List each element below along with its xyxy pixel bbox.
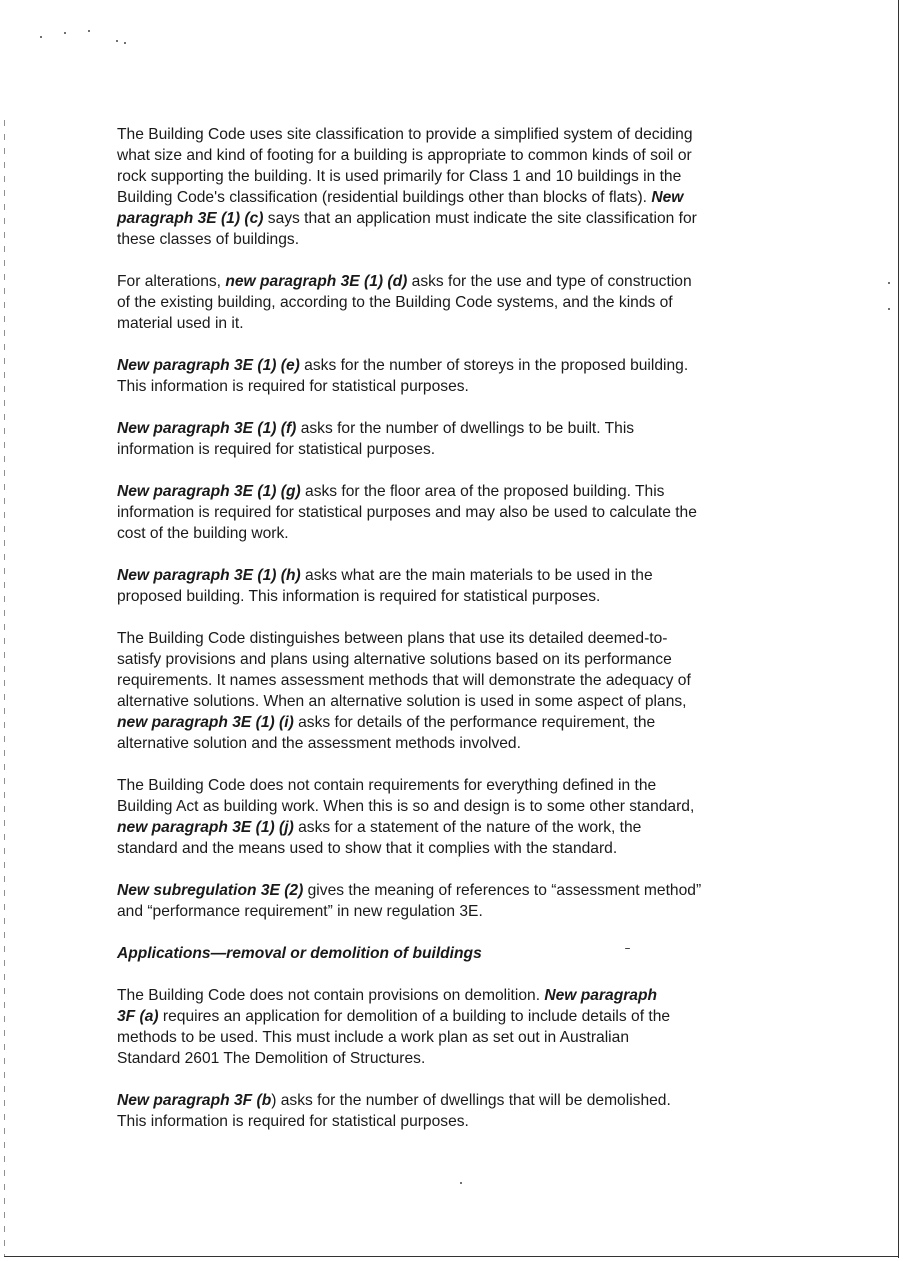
text-line [117, 880, 807, 901]
emphasis-reference: new paragraph 3E (1) (j) [117, 819, 294, 836]
text-line [117, 565, 807, 586]
paragraph-p6 [117, 565, 807, 607]
text-line [117, 523, 807, 544]
text-run: The Building Code distinguishes between plans that use its detailed deemed-to- [117, 630, 668, 647]
document-body [117, 124, 807, 1132]
text-run: This information is required for statistical purposes. [117, 1113, 469, 1130]
text-line [117, 712, 807, 733]
paragraph-gap [117, 397, 807, 418]
text-run: Building Code's classification (residential buildings other than blocks of flats). [117, 189, 652, 206]
paragraph-p9 [117, 880, 807, 922]
paragraph-p5 [117, 481, 807, 544]
paragraph-p3 [117, 355, 807, 397]
emphasis-reference: new paragraph 3E (1) (d) [225, 273, 408, 290]
text-line [117, 775, 807, 796]
text-run: gives the meaning of references to “assessment method” [303, 882, 702, 899]
text-run: methods to be used. This must include a work plan as set out in Australian [117, 1029, 629, 1046]
section-heading [117, 943, 807, 964]
text-run: alternative solution and the assessment methods involved. [117, 735, 521, 752]
text-run: standard and the means used to show that it complies with the standard. [117, 840, 618, 857]
paragraph-gap [117, 1069, 807, 1090]
text-run: asks what are the main materials to be used in the [300, 567, 653, 584]
text-run: requirements. It names assessment methods that will demonstrate the adequacy of [117, 672, 691, 689]
text-line [117, 1006, 807, 1027]
text-line [117, 502, 807, 523]
emphasis-reference: 3F (a) [117, 1008, 159, 1025]
text-line [117, 586, 807, 607]
text-line [117, 901, 807, 922]
paragraph-p10 [117, 985, 807, 1069]
page-edge-left [4, 120, 5, 1257]
text-run: cost of the building work. [117, 525, 289, 542]
emphasis-reference: New paragraph 3E (1) (h) [117, 567, 301, 584]
text-run: The Building Code does not contain provisions on demolition. [117, 987, 545, 1004]
text-run: Standard 2601 The Demolition of Structures. [117, 1050, 426, 1067]
text-run: and “performance requirement” in new regulation 3E. [117, 903, 483, 920]
text-line [117, 985, 807, 1006]
text-line [117, 838, 807, 859]
text-run: these classes of buildings. [117, 231, 300, 248]
text-line [117, 376, 807, 397]
paragraph-p4 [117, 418, 807, 460]
text-run: asks for the use and type of construction [407, 273, 692, 290]
text-run: asks for details of the performance requirement, the [293, 714, 656, 731]
text-line [117, 1027, 807, 1048]
text-line [117, 670, 807, 691]
text-line [117, 166, 807, 187]
text-line [117, 292, 807, 313]
emphasis-reference: New paragraph [544, 987, 658, 1004]
text-line [117, 691, 807, 712]
scan-speck [64, 32, 66, 34]
text-line [117, 229, 807, 250]
paragraph-p2 [117, 271, 807, 334]
paragraph-gap [117, 607, 807, 628]
paragraph-gap [117, 334, 807, 355]
text-line [117, 796, 807, 817]
text-line [117, 817, 807, 838]
text-line [117, 418, 807, 439]
paragraph-p1 [117, 124, 807, 250]
emphasis-reference: Applications—removal or demolition of buildings [117, 945, 482, 962]
text-line [117, 1090, 807, 1111]
text-run: says that an application must indicate the site classification for [263, 210, 697, 227]
emphasis-reference: New [651, 189, 684, 206]
text-run: alternative solutions. When an alternative solution is used in some aspect of plans, [117, 693, 687, 710]
text-run: rock supporting the building. It is used primarily for Class 1 and 10 buildings in the [117, 168, 682, 185]
text-line [117, 124, 807, 145]
text-line [117, 628, 807, 649]
text-line [117, 1048, 807, 1069]
paragraph-p11 [117, 1090, 807, 1132]
text-line [117, 943, 807, 964]
text-run: satisfy provisions and plans using alternative solutions based on its performance [117, 651, 672, 668]
text-run: For alterations, [117, 273, 226, 290]
text-run: what size and kind of footing for a building is appropriate to common kinds of soil or [117, 147, 692, 164]
paragraph-gap [117, 544, 807, 565]
emphasis-reference: New subregulation 3E (2) [117, 882, 304, 899]
text-run: The Building Code uses site classification to provide a simplified system of deciding [117, 126, 693, 143]
text-run: ) asks for the number of dwellings that will be demolished. [271, 1092, 671, 1109]
text-line [117, 271, 807, 292]
scan-speck [40, 36, 42, 38]
text-run: information is required for statistical purposes. [117, 441, 436, 458]
paragraph-gap [117, 460, 807, 481]
text-line [117, 187, 807, 208]
text-run: asks for the floor area of the proposed building. This [300, 483, 665, 500]
text-run: This information is required for statistical purposes. [117, 378, 469, 395]
text-line [117, 355, 807, 376]
text-run: The Building Code does not contain requirements for everything defined in the [117, 777, 657, 794]
text-line [117, 208, 807, 229]
emphasis-reference: New paragraph 3F (b [117, 1092, 272, 1109]
text-run: asks for a statement of the nature of the work, the [293, 819, 642, 836]
emphasis-reference: new paragraph 3E (1) (i) [117, 714, 294, 731]
text-line [117, 313, 807, 334]
text-line [117, 733, 807, 754]
scan-speck [888, 308, 890, 310]
scan-speck [124, 42, 126, 44]
paragraph-gap [117, 250, 807, 271]
scan-speck [888, 282, 890, 284]
text-run: asks for the number of dwellings to be built. This [296, 420, 635, 437]
text-line [117, 649, 807, 670]
text-line [117, 439, 807, 460]
text-run: material used in it. [117, 315, 244, 332]
text-run: Building Act as building work. When this is so and design is to some other standard, [117, 798, 695, 815]
emphasis-reference: New paragraph 3E (1) (e) [117, 357, 300, 374]
paragraph-gap [117, 922, 807, 943]
text-line [117, 1111, 807, 1132]
emphasis-reference: paragraph 3E (1) (c) [117, 210, 264, 227]
emphasis-reference: New paragraph 3E (1) (f) [117, 420, 297, 437]
emphasis-reference: New paragraph 3E (1) (g) [117, 483, 301, 500]
text-run: information is required for statistical purposes and may also be used to calculate the [117, 504, 697, 521]
text-run: requires an application for demolition of a building to include details of the [158, 1008, 671, 1025]
paragraph-gap [117, 859, 807, 880]
text-run: of the existing building, according to the Building Code systems, and the kinds of [117, 294, 673, 311]
scan-speck [460, 1182, 462, 1184]
paragraph-p8 [117, 775, 807, 859]
text-line [117, 481, 807, 502]
text-run: proposed building. This information is required for statistical purposes. [117, 588, 601, 605]
scan-speck [88, 30, 90, 32]
paragraph-p7 [117, 628, 807, 754]
scan-speck [116, 40, 118, 42]
text-run: asks for the number of storeys in the proposed building. [299, 357, 689, 374]
paragraph-gap [117, 754, 807, 775]
text-line [117, 145, 807, 166]
page-edge-bottom [4, 1256, 899, 1257]
paragraph-gap [117, 964, 807, 985]
page-edge-right [898, 0, 899, 1258]
